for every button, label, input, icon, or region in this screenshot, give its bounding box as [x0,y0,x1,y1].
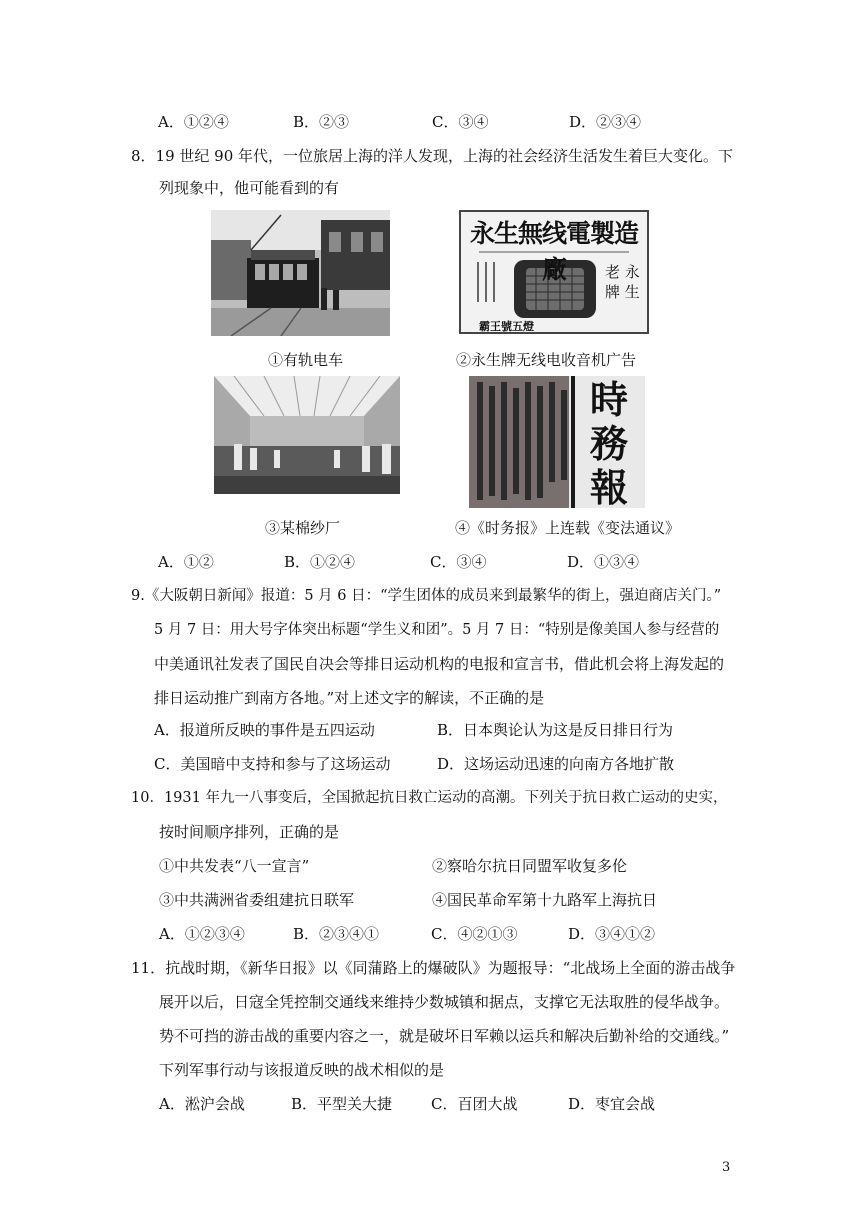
q10-stem-line-2: 按时间顺序排列，正确的是 [159,823,340,841]
q9-option-d: D．这场运动迅速的向南方各地扩散 [437,755,675,773]
tram-caption: ①有轨电车 [268,351,344,369]
q10-stem-line-1: 10．1931 年九一八事变后，全国掀起抗日救亡运动的高潮。下列关于抗日救亡运动的史实， [131,790,728,806]
shiwubao-masthead: 時務報 [589,377,628,508]
q9-stem-line-4: 排日运动推广到南方各地。”对上述文字的解读，不正确的是 [154,689,545,707]
radio-ad-brand: 老 永 牌 生 [605,263,640,301]
q8-option-a: A．①② [158,553,214,571]
q9-stem-line-3: 中美通讯社发表了国民自决会等排日运动机构的电报和宣言书，借此机会将上海发起的 [154,655,725,673]
q11-option-c: C．百团大战 [431,1095,518,1113]
page-number: 3 [722,1160,731,1175]
radio-ad-model: 霸王號五燈 [479,320,534,333]
q8-stem-line-2: 列现象中，他可能看到的有 [159,179,340,197]
q11-stem-line-3: 势不可挡的游击战的重要内容之一，就是破坏日军赖以运兵和解决后勤补给的交通线。” [159,1027,730,1045]
q7-option-b: B．②③ [293,113,350,131]
q8-option-d: D．①③④ [567,553,640,571]
q10-item-4: ④国民革命军第十九路军上海抗日 [432,891,658,909]
radio-ad-caption: ②永生牌无线电收音机广告 [456,351,637,369]
cotton-mill-caption: ③某棉纱厂 [265,519,341,537]
q10-item-1: ①中共发表“八一宣言” [159,857,310,875]
q7-option-c: C．③④ [432,113,489,131]
shiwubao-image [469,376,645,508]
q10-item-2: ②察哈尔抗日同盟军收复多伦 [432,857,628,875]
q9-option-b: B．日本舆论认为这是反日排日行为 [437,721,674,739]
q11-stem-line-2: 展开以后，日寇全凭控制交通线来维持少数城镇和据点，支撑它无法取胜的侵华战争。 [159,993,730,1011]
q8-stem-line-1: 8．19 世纪 90 年代，一位旅居上海的洋人发现，上海的社会经济生活发生着巨大变化。下 [131,147,734,165]
q11-stem-line-1: 11．抗战时期，《新华日报》以《同蒲路上的爆破队》为题报导：“北战场上全面的游击战争 [131,959,736,977]
q9-option-c: C．美国暗中支持和参与了这场运动 [154,755,391,773]
q10-option-d: D．③④①② [568,925,656,943]
q8-option-b: B．①②④ [284,553,356,571]
q11-option-b: B．平型关大捷 [291,1095,393,1113]
q7-option-d: D．②③④ [569,113,642,131]
cotton-mill-photo [214,376,400,494]
q10-option-c: C．④②①③ [431,925,518,943]
q10-option-b: B．②③④① [293,925,380,943]
q9-stem-line-1: 9.《大阪朝日新闻》报道：5 月 6 日：“学生团体的成员来到最繁华的街上，强迫商店关门。” [131,588,722,604]
tram-photo [211,210,390,336]
radio-ad-headline: 永生無线電製造廠 [469,219,638,284]
q8-option-c: C．③④ [430,553,487,571]
q9-stem-line-2: 5 月 7 日：用大号字体突出标题“学生义和团”。5 月 7 日：“特别是像美国人参与经营的 [154,622,720,638]
q10-item-3: ③中共满洲省委组建抗日联军 [159,891,355,909]
q11-stem-line-4: 下列军事行动与该报道反映的战术相似的是 [159,1061,445,1079]
q11-option-a: A．淞沪会战 [159,1095,245,1113]
shiwubao-caption: ④《时务报》上连载《变法通议》 [455,519,681,537]
q10-option-a: A．①②③④ [159,925,245,943]
q7-option-a: A．①②④ [158,113,229,131]
radio-ad-image [459,210,649,334]
q9-option-a: A．报道所反映的事件是五四运动 [154,721,375,739]
q11-option-d: D．枣宜会战 [568,1095,656,1113]
